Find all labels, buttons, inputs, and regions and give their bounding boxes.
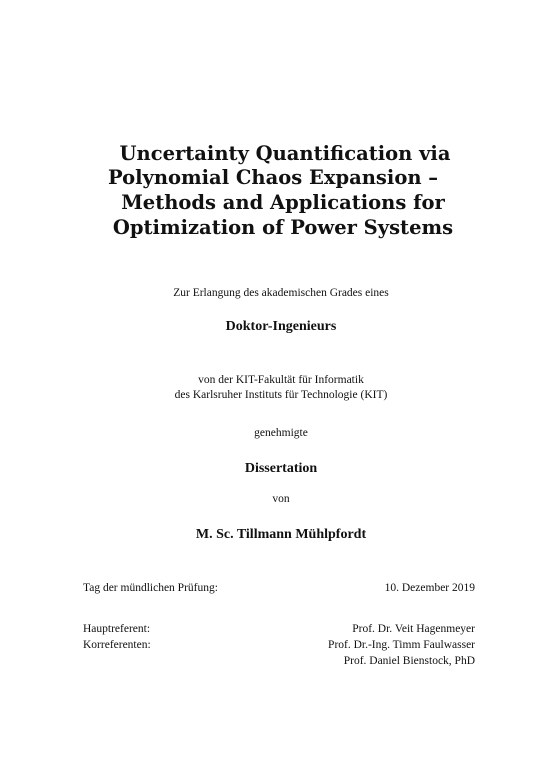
thesis-title-line-1: Uncertainty Quantification via — [119, 142, 451, 165]
thesis-title-line-4: Optimization of Power Systems — [112, 216, 454, 239]
main-referee-name: Prof. Dr. Veit Hagenmeyer — [352, 623, 475, 635]
co-referee-name-1: Prof. Dr.-Ing. Timm Faulwasser — [328, 639, 475, 651]
document-type: Dissertation — [244, 461, 318, 476]
thesis-title-line-3: Methods and Applications for — [121, 191, 445, 214]
degree-intro: Zur Erlangung des akademischen Grades eines — [173, 287, 389, 299]
faculty-line-1: von der KIT-Fakultät für Informatik — [198, 374, 364, 386]
main-referee-label: Hauptreferent: — [83, 623, 151, 635]
thesis-title-line-2: Polynomial Chaos Expansion – — [107, 166, 439, 189]
author-name: M. Sc. Tillmann Mühlpfordt — [195, 527, 367, 542]
exam-date-value: 10. Dezember 2019 — [384, 582, 475, 594]
co-referee-name-2: Prof. Daniel Bienstock, PhD — [343, 655, 475, 667]
approved-label: genehmigte — [254, 427, 308, 439]
degree-name: Doktor-Ingenieurs — [225, 319, 337, 334]
exam-date-label: Tag der mündlichen Prüfung: — [83, 582, 218, 594]
faculty-line-2: des Karlsruher Instituts für Technologie (KIT) — [174, 389, 388, 401]
co-referees-label: Korreferenten: — [83, 639, 151, 651]
by-label: von — [272, 493, 290, 505]
